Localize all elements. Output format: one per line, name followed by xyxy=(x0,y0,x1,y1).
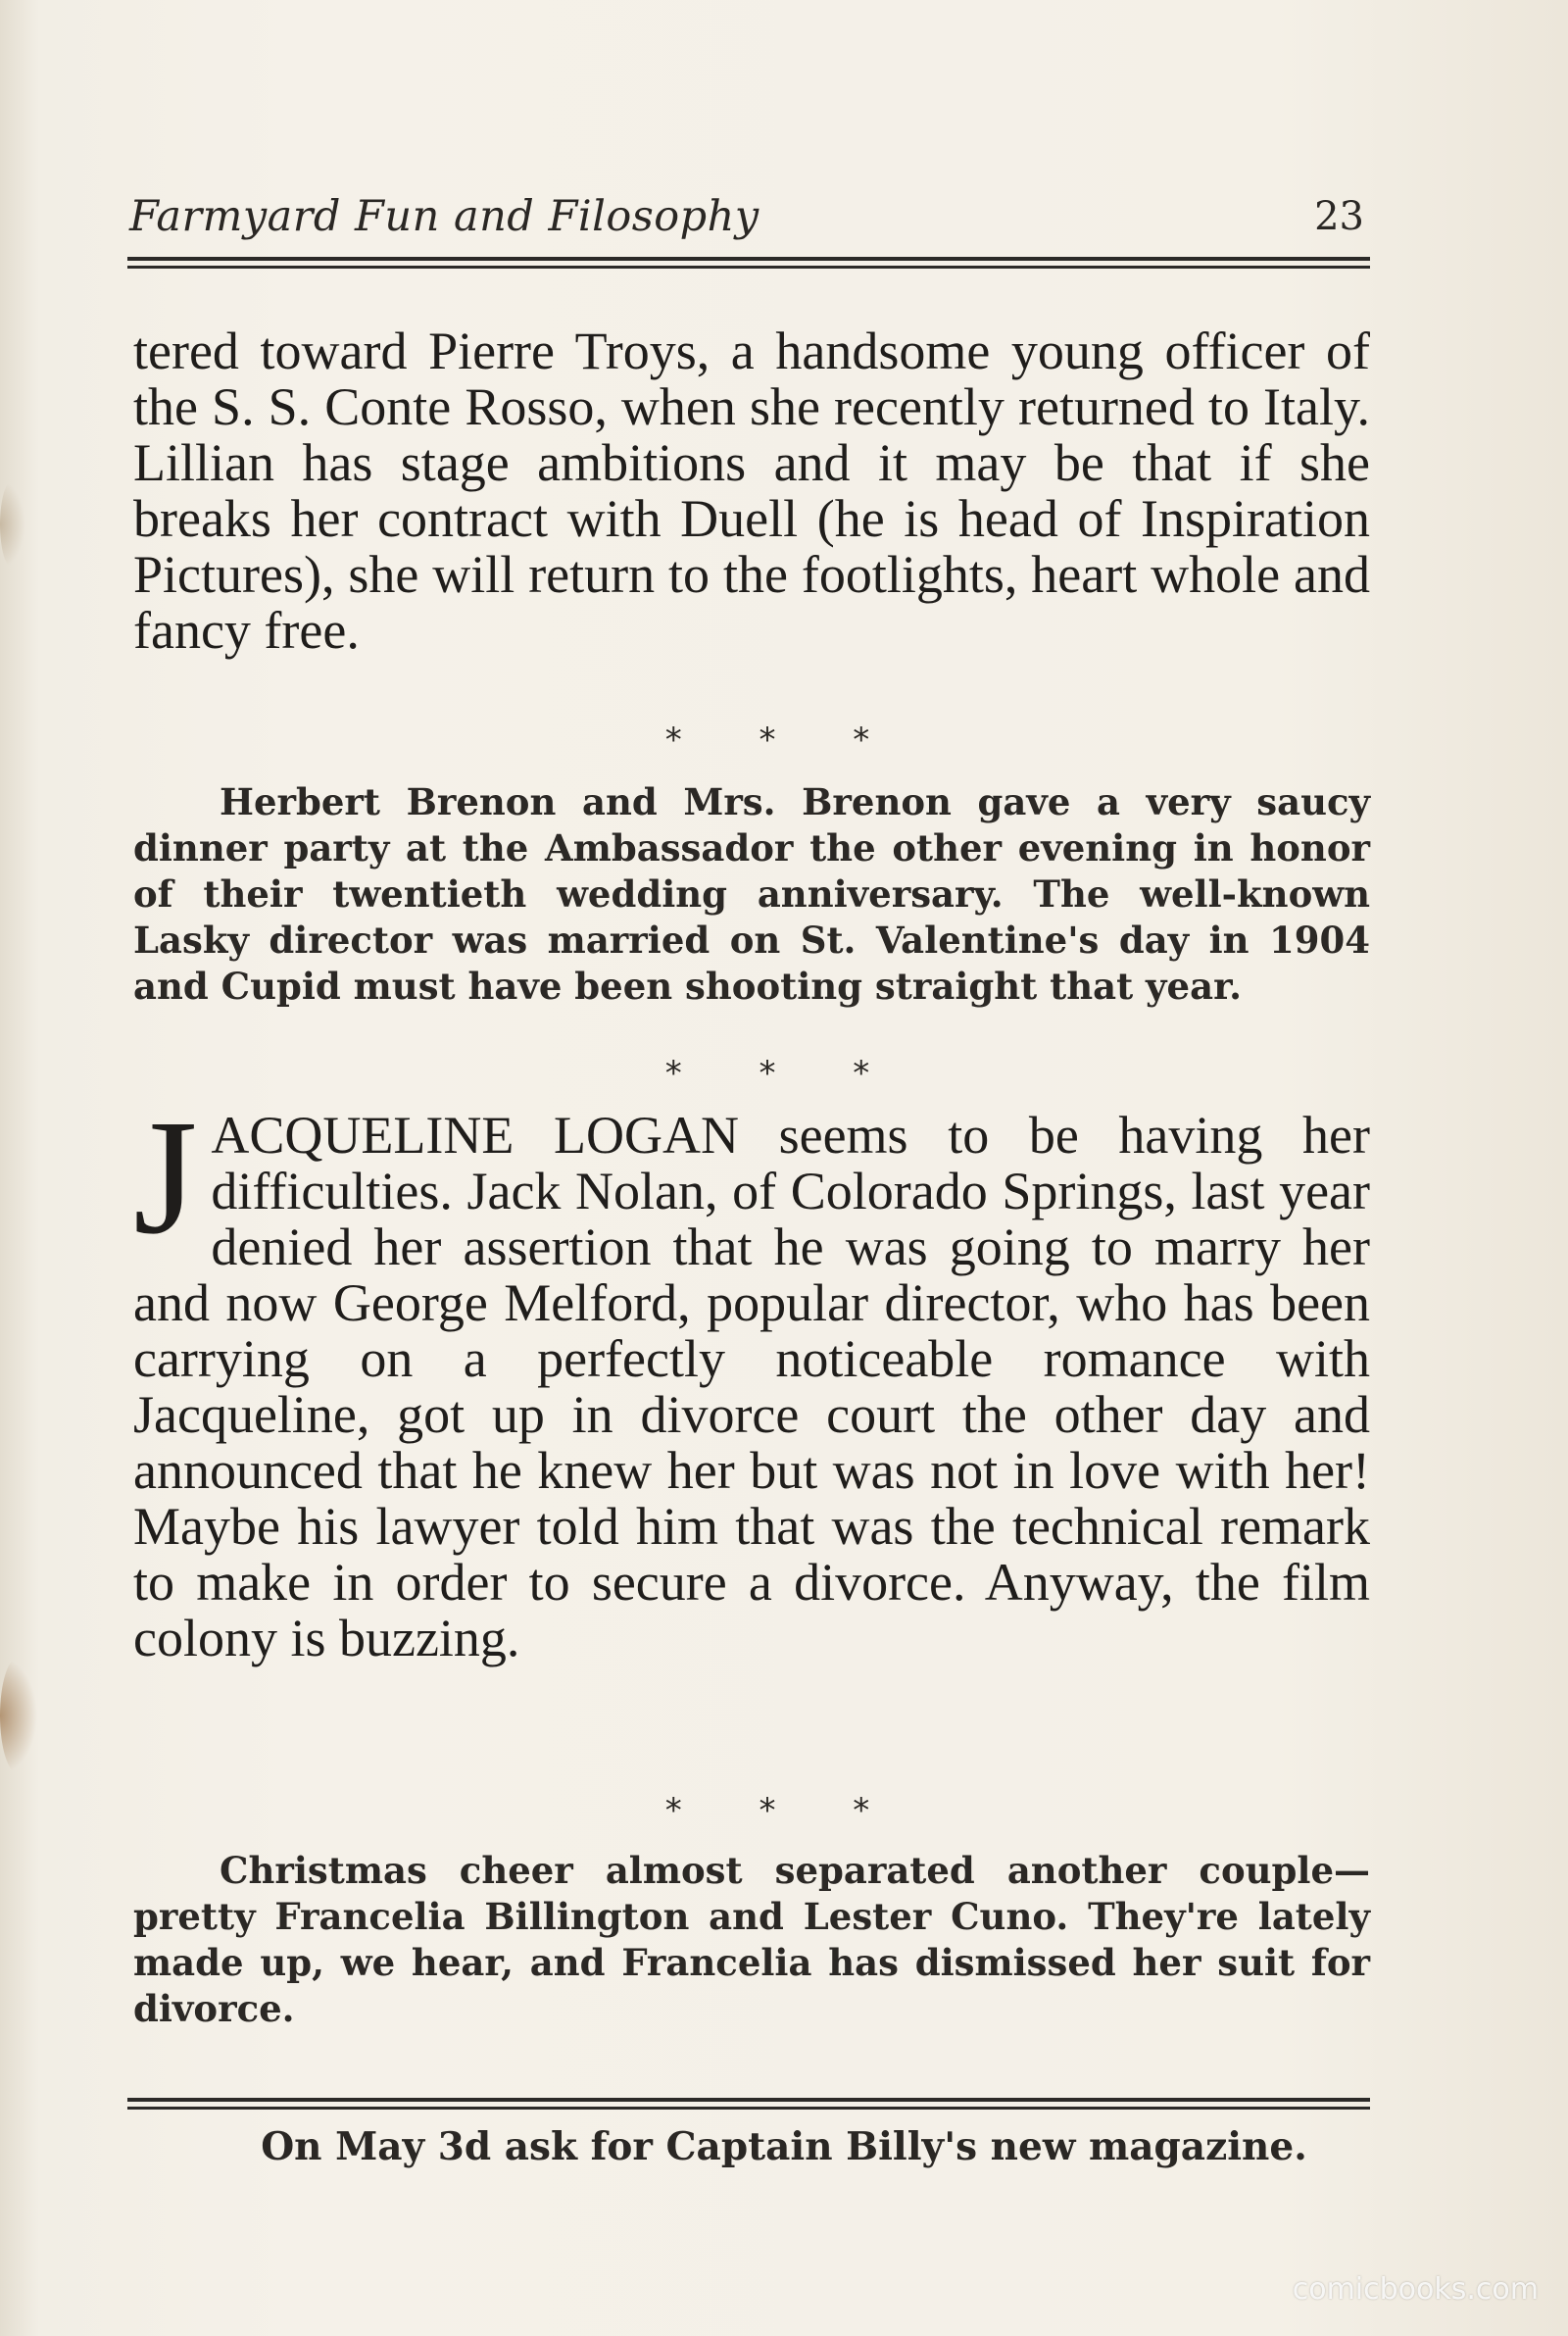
page-number: 23 xyxy=(1314,194,1364,239)
footer-notice: On May 3d ask for Captain Billy's new magazine. xyxy=(261,2124,1307,2169)
watermark: comicbooks.com xyxy=(1292,2272,1539,2307)
header-rule xyxy=(127,257,1370,269)
running-header xyxy=(129,184,1368,247)
drop-cap: J xyxy=(133,1086,198,1268)
section-separator: * * * xyxy=(664,721,904,760)
article-paragraph-dropcap xyxy=(133,1086,1370,1667)
paper-stain xyxy=(0,1657,37,1774)
section-separator: * * * xyxy=(664,1054,904,1093)
footer-rule xyxy=(127,2098,1370,2110)
article-paragraph-text: ACQUELINE LOGAN seems to be having her difficulties. Jack Nolan, of Colorado Springs, last year denied her assertion that he was going to marry her and now George Melford, popular director, who has been carrying on a perfectly noticeable romance with Jacqueline, got up in divorce court the other day and announced that he knew her but was not in love with her! Maybe his lawyer told him that was the technical remark to make in order to secure a divorce. Anyway, the film colony is buzzing. xyxy=(133,1106,1370,1667)
paper-stain xyxy=(0,480,25,569)
article-paragraph: tered toward Pierre Troys, a handsome young officer of the S. S. Conte Rosso, when she recently returned to Italy. Lillian has stage ambitions and it may be that if she breaks her contract with Duell (he is head of Inspiration Pictures), she will return to the footlights, heart whole and fancy free. xyxy=(133,322,1370,660)
running-title: Farmyard Fun and Filosophy xyxy=(129,192,760,241)
section-separator: * * * xyxy=(664,1791,904,1830)
news-item-paragraph: Christmas cheer almost separated another couple—pretty Francelia Billington and Lester Cuno. They're lately made up, we hear, and Francelia has dismissed her suit for divorce. xyxy=(133,1849,1370,2030)
news-item-paragraph: Herbert Brenon and Mrs. Brenon gave a very saucy dinner party at the Ambassador the other evening in honor of their twentieth wedding anniversary. The well-known Lasky director was married on St. Valentine's day in 1904 and Cupid must have been shooting straight that year. xyxy=(133,780,1370,1008)
